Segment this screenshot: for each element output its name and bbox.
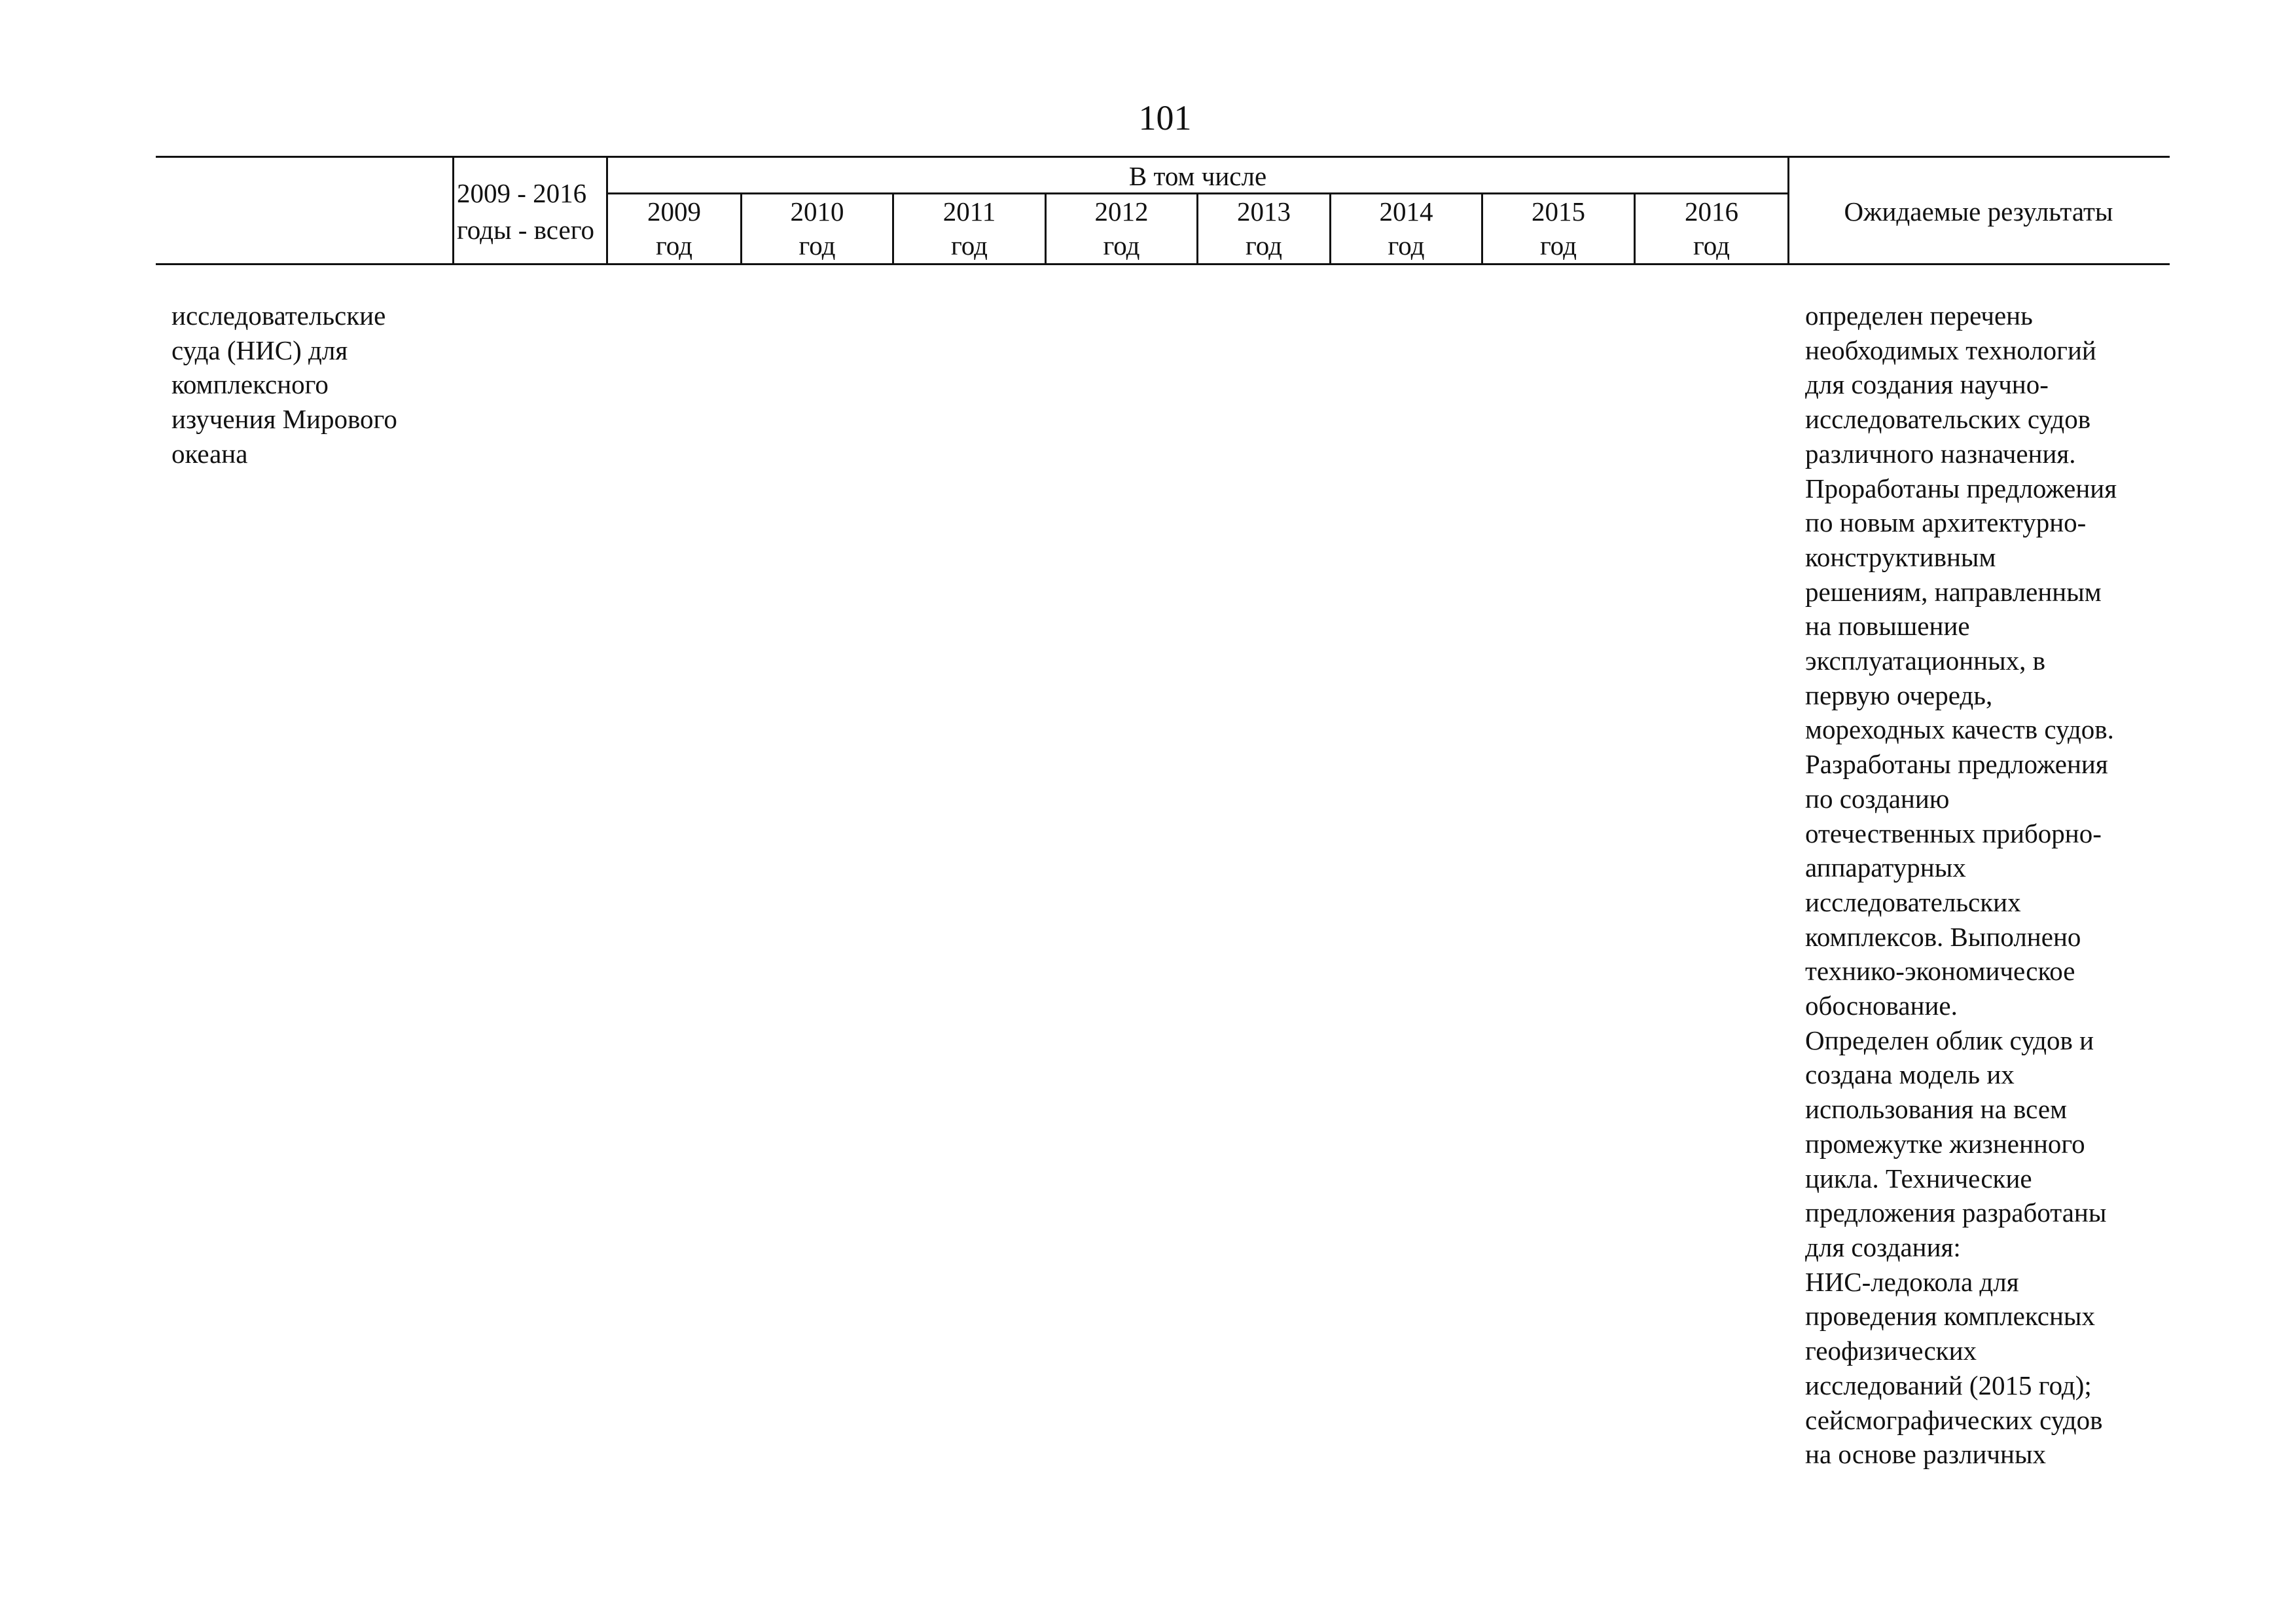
results-header: Ожидаемые результаты: [1844, 196, 2113, 227]
total-label-line2: годы - всего: [457, 215, 594, 245]
year-label: 2012: [1094, 196, 1149, 227]
year-label: 2010: [790, 196, 844, 227]
text-line: сейсмографических судов: [1805, 1404, 2103, 1435]
text-line: исследовательские: [171, 301, 386, 331]
text-line: на повышение: [1805, 611, 1970, 642]
text-line: мореходных качеств судов.: [1805, 714, 2114, 745]
text-line: океана: [171, 438, 248, 469]
text-line: по созданию: [1805, 783, 1950, 814]
year-label: 2016: [1685, 196, 1738, 227]
year-label: 2009: [647, 196, 701, 227]
year-header-2016: [1636, 194, 1787, 265]
text-line: НИС-ледокола для: [1805, 1266, 2019, 1297]
text-line: конструктивным: [1805, 541, 1996, 572]
text-line: по новым архитектурно-: [1805, 507, 2087, 538]
total-label-line1: 2009 - 2016: [457, 178, 587, 208]
year-unit: год: [798, 230, 836, 261]
year-header-2010: [742, 194, 892, 265]
text-line: определен перечень: [1805, 301, 2033, 331]
year-label: 2015: [1532, 196, 1585, 227]
text-line: отечественных приборно-: [1805, 818, 2102, 848]
year-unit: год: [1388, 230, 1425, 261]
year-label: 2013: [1237, 196, 1291, 227]
text-line: для создания:: [1805, 1231, 1961, 1262]
text-line: суда (НИС) для: [171, 335, 348, 365]
text-line: первую очередь,: [1805, 680, 1993, 710]
text-line: решениям, направленным: [1805, 576, 2102, 607]
year-header-2012: [1047, 194, 1196, 265]
year-header-2015: [1483, 194, 1634, 265]
year-label: 2014: [1379, 196, 1433, 227]
text-line: Проработаны предложения: [1805, 473, 2117, 503]
text-line: аппаратурных: [1805, 852, 1966, 883]
text-line: Определен облик судов и: [1805, 1025, 2094, 1055]
year-header-2013: [1198, 194, 1329, 265]
year-unit: год: [1540, 230, 1577, 261]
year-unit: год: [1246, 230, 1282, 261]
table-header: [156, 156, 2170, 265]
text-line: эксплуатационных, в: [1805, 646, 2045, 676]
subgroup-label: В том числе: [1128, 161, 1267, 191]
year-label: 2011: [942, 196, 996, 227]
text-line: изучения Мирового: [171, 404, 397, 435]
page-number: 101: [1138, 98, 1192, 137]
text-line: обоснование.: [1805, 991, 1958, 1021]
year-unit: год: [1103, 230, 1140, 261]
text-line: необходимых технологий: [1805, 335, 2096, 365]
program-item-description: [171, 299, 397, 471]
year-unit: год: [1693, 230, 1730, 261]
year-unit: год: [656, 230, 692, 261]
expected-results-text: [1805, 299, 2117, 1472]
text-line: исследовательских: [1805, 886, 2021, 917]
text-line: комплексов. Выполнено: [1805, 921, 2081, 952]
text-line: технико-экономическое: [1805, 956, 2075, 987]
year-header-2014: [1331, 194, 1481, 265]
text-line: комплексного: [171, 369, 329, 400]
text-line: различного назначения.: [1805, 438, 2076, 469]
text-line: промежутке жизненного: [1805, 1128, 2085, 1159]
text-line: проведения комплексных: [1805, 1301, 2095, 1332]
text-line: цикла. Технические: [1805, 1163, 2032, 1194]
text-line: для создания научно-: [1805, 369, 2049, 400]
year-header-2011: [894, 194, 1045, 265]
year-unit: год: [951, 230, 988, 261]
text-line: исследовательских судов: [1805, 404, 2091, 435]
text-line: предложения разработаны: [1805, 1197, 2107, 1228]
text-line: создана модель их: [1805, 1059, 2015, 1090]
text-line: Разработаны предложения: [1805, 749, 2108, 780]
text-line: геофизических: [1805, 1336, 1977, 1366]
year-header-2009: [608, 194, 740, 265]
text-line: на основе различных: [1805, 1439, 2047, 1470]
text-line: использования на всем: [1805, 1094, 2068, 1125]
text-line: исследований (2015 год);: [1805, 1370, 2092, 1400]
column-divider: [452, 158, 454, 263]
